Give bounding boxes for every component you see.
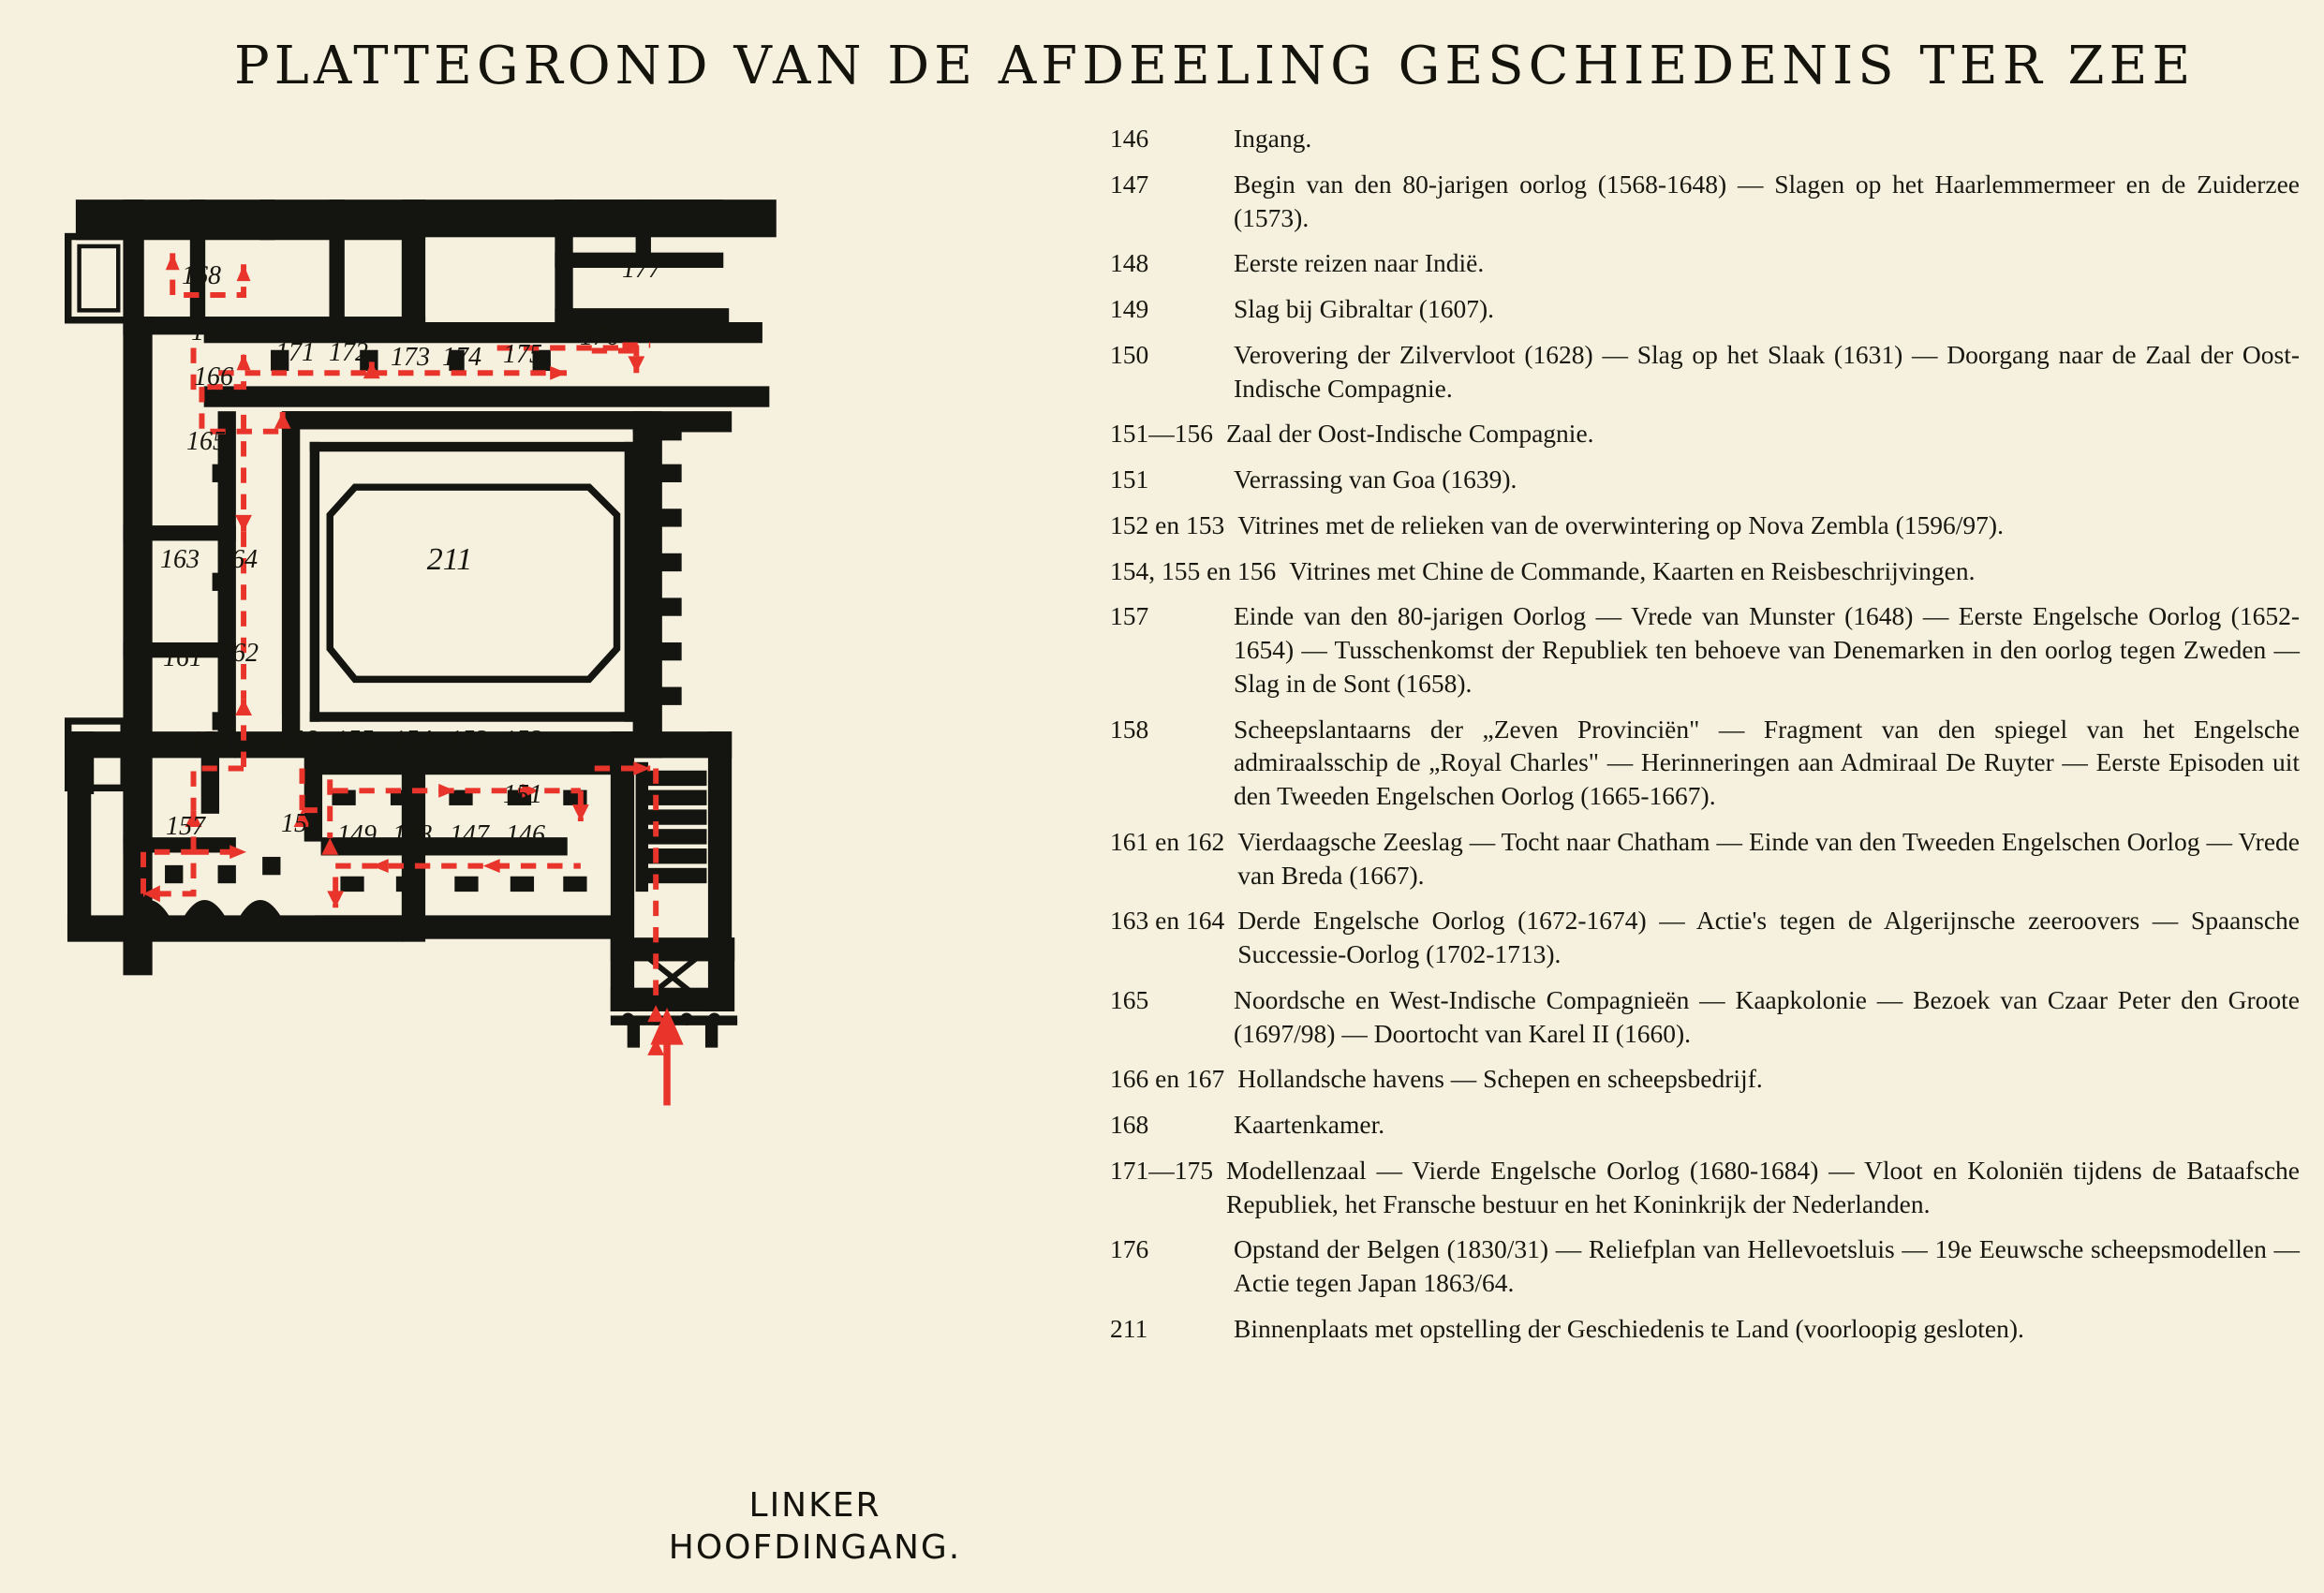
legend-entry-number: 152 en 153 bbox=[1110, 509, 1225, 539]
legend-entry bbox=[1110, 983, 2300, 1051]
legend-entry-number: 148 bbox=[1110, 248, 1149, 278]
legend-entry bbox=[1110, 713, 2300, 813]
legend-entry-text: Vitrines met de relieken van de overwintering op Nova Zembla (1596/97). bbox=[1237, 509, 2004, 539]
legend-entry bbox=[1110, 168, 2300, 235]
legend-entry-text: Scheepslantaarns der „Zeven Provinciën" — Fragment van den spiegel van het Engelsche admiraalsschip de „Royal Charles" — Herinneringen aan Admiraal De Ruyter — Eerste Episoden uit den Tweeden Engelschen Oorlog (1665-1667). bbox=[1234, 714, 2300, 810]
legend-entry-number: 147 bbox=[1110, 169, 1149, 199]
page-title: PLATTEGROND VAN DE AFDEELING GESCHIEDENIS TER ZEE bbox=[234, 36, 2196, 96]
room-label-211: 211 bbox=[426, 542, 473, 577]
room-label-162: 162 bbox=[219, 639, 259, 668]
legend-entry-number: 171—175 bbox=[1110, 1155, 1213, 1185]
room-label-168: 168 bbox=[182, 261, 221, 290]
room-label-175: 175 bbox=[503, 340, 542, 369]
room-label-173: 173 bbox=[391, 343, 430, 372]
plan-walls bbox=[68, 200, 776, 1047]
legend-entry-text: Kaartenkamer. bbox=[1234, 1110, 1385, 1139]
room-label-167: 167 bbox=[191, 317, 230, 347]
legend-entry bbox=[1110, 122, 2300, 155]
legend-entry-number: 166 en 167 bbox=[1110, 1064, 1225, 1094]
legend-entry-text: Begin van den 80-jarigen oorlog (1568-1648) — Slagen op het Haarlemmermeer en de Zuiderzee (1573). bbox=[1234, 169, 2300, 232]
legend-entry-text: Derde Engelsche Oorlog (1672-1674) — Actie's tegen de Algerijnsche zeeroovers — Spaansche Successie-Oorlog (1702-1713). bbox=[1237, 906, 2300, 968]
legend-entry bbox=[1110, 825, 2300, 892]
plan-caption-line1: LINKER bbox=[748, 1486, 881, 1525]
legend-entry-number: 151 bbox=[1110, 465, 1149, 494]
room-label-150: 150 bbox=[281, 809, 320, 838]
legend-entry-text: Binnenplaats met opstelling der Geschiedenis te Land (voorloopig gesloten). bbox=[1234, 1313, 2024, 1343]
legend-entry-text: Verrassing van Goa (1639). bbox=[1234, 465, 1517, 494]
room-label-174: 174 bbox=[442, 343, 481, 372]
legend-entry-text: Opstand der Belgen (1830/31) — Reliefplan van Hellevoetsluis — 19e Eeuwsche scheepsmodellen — Actie tegen Japan 1863/64. bbox=[1234, 1234, 2300, 1297]
legend-entry-number: 168 bbox=[1110, 1110, 1149, 1139]
legend-entry bbox=[1110, 1232, 2300, 1300]
legend-entry-text: Vierdaagsche Zeeslag — Tocht naar Chatham — Einde van den Tweeden Engelschen Oorlog — Vrede van Breda (1667). bbox=[1237, 826, 2300, 890]
legend-entry-text: Vitrines met Chine de Commande, Kaarten en Reisbeschrijvingen. bbox=[1289, 555, 1976, 585]
room-label-147: 147 bbox=[450, 820, 489, 849]
room-label-151: 151 bbox=[503, 780, 542, 809]
entrance-arrow bbox=[656, 1016, 678, 1105]
legend-entry-number: 211 bbox=[1110, 1313, 1148, 1343]
legend-entry-number: 176 bbox=[1110, 1234, 1149, 1264]
room-label-171: 171 bbox=[275, 338, 315, 367]
legend-entry-number: 149 bbox=[1110, 294, 1149, 323]
legend-entry bbox=[1110, 509, 2300, 542]
legend-entry-number: 165 bbox=[1110, 984, 1149, 1014]
plan-caption bbox=[669, 1484, 962, 1569]
room-label-165: 165 bbox=[186, 427, 226, 456]
legend-entry bbox=[1110, 246, 2300, 280]
legend-entry-number: 150 bbox=[1110, 339, 1149, 369]
legend-entry bbox=[1110, 1062, 2300, 1096]
legend-entry-text: Ingang. bbox=[1234, 124, 1312, 153]
legend-entry bbox=[1110, 338, 2300, 406]
legend-entry-text: Hollandsche havens — Schepen en scheepsbedrijf. bbox=[1237, 1064, 1763, 1094]
room-label-166: 166 bbox=[194, 362, 233, 391]
room-label-152: 152 bbox=[503, 726, 542, 755]
legend-entry-number: 163 en 164 bbox=[1110, 906, 1225, 936]
legend-entry-text: Zaal der Oost-Indische Compagnie. bbox=[1226, 419, 1594, 449]
legend-entry-text: Slag bij Gibraltar (1607). bbox=[1234, 294, 1494, 323]
legend-entry-number: 161 en 162 bbox=[1110, 826, 1225, 856]
legend-entry-text: Modellenzaal — Vierde Engelsche Oorlog (1680-1684) — Vloot en Koloniën tijdens de Bataafsche Republiek, het Fransche bestuur en het Koninkrijk der Nederlanden. bbox=[1226, 1155, 2300, 1218]
room-label-154: 154 bbox=[392, 726, 432, 755]
room-label-148: 148 bbox=[392, 820, 432, 849]
room-label-163: 163 bbox=[160, 545, 200, 574]
legend-entry-number: 146 bbox=[1110, 124, 1149, 153]
legend-entry bbox=[1110, 1154, 2300, 1221]
legend-entry bbox=[1110, 904, 2300, 971]
legend-entry bbox=[1110, 1108, 2300, 1142]
room-label-164: 164 bbox=[218, 545, 258, 574]
legend-entry bbox=[1110, 417, 2300, 450]
legend-entry-number: 158 bbox=[1110, 714, 1149, 744]
legend-entry bbox=[1110, 1312, 2300, 1346]
room-label-146: 146 bbox=[506, 820, 545, 849]
legend-entry-number: 154, 155 en 156 bbox=[1110, 555, 1277, 585]
legend-entry-text: Einde van den 80-jarigen Oorlog — Vrede van Munster (1648) — Eerste Engelsche Oorlog (1652-1654) — Tusschenkomst der Republiek ten behoeve van Denemarken in den oorlog tegen Zweden — Slag in de Sont (1658). bbox=[1234, 601, 2300, 698]
legend-entry-text: Verovering der Zilvervloot (1628) — Slag op het Slaak (1631) — Doorgang naar de Zaal der Oost-Indische Compagnie. bbox=[1234, 339, 2300, 403]
legend-entry-text: Eerste reizen naar Indië. bbox=[1234, 248, 1485, 278]
room-label-177: 177 bbox=[622, 255, 661, 284]
room-label-149: 149 bbox=[337, 820, 377, 849]
legend-entry bbox=[1110, 292, 2300, 326]
legend-entry-text: Noordsche en West-Indische Compagnieën — Kaapkolonie — Bezoek van Czaar Peter den Groote (1697/98) — Doortocht van Karel II (1660). bbox=[1234, 984, 2300, 1048]
room-label-176: 176 bbox=[580, 322, 619, 351]
room-label-158: 158 bbox=[189, 727, 229, 756]
legend-entry-number: 157 bbox=[1110, 601, 1149, 631]
legend-entry bbox=[1110, 554, 2300, 588]
plan-caption-line2: HOOFDINGANG. bbox=[668, 1528, 962, 1567]
legend-list bbox=[1110, 122, 2300, 1358]
legend-entry bbox=[1110, 599, 2300, 700]
room-label-153: 153 bbox=[449, 726, 488, 755]
room-label-172: 172 bbox=[329, 338, 368, 367]
room-label-155: 155 bbox=[334, 726, 374, 755]
room-label-157: 157 bbox=[166, 812, 205, 841]
legend-entry-number: 151—156 bbox=[1110, 419, 1213, 449]
room-label-161: 161 bbox=[163, 643, 202, 672]
legend-entry bbox=[1110, 463, 2300, 496]
room-label-156: 156 bbox=[277, 726, 317, 755]
floor-plan bbox=[37, 112, 1096, 1567]
